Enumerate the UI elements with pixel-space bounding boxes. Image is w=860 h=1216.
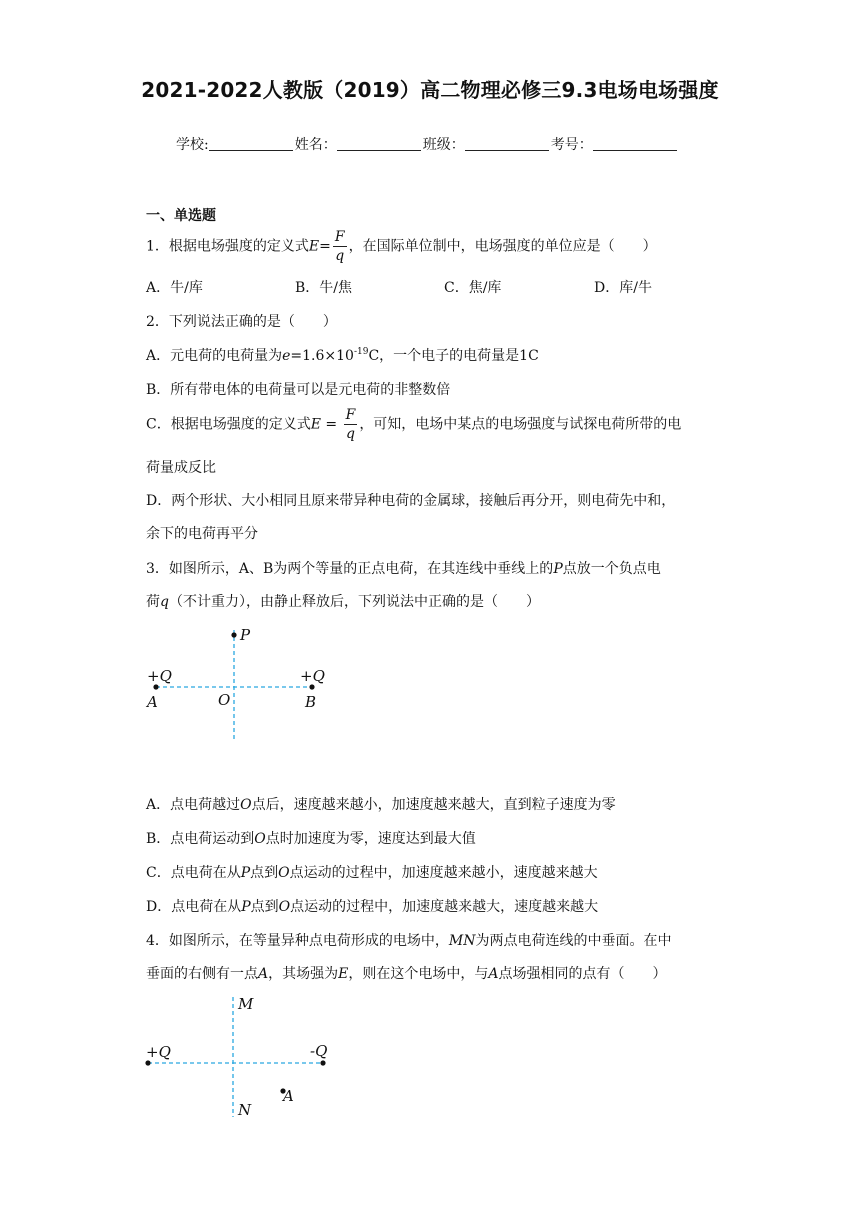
q2-c-fraction: $\frac{F}{q}$ [345,407,356,442]
q3-stem-line1: 3．如图所示，A、B为两个等量的正点电荷，在其连线中垂线上的P点放一个负点电 [146,561,661,577]
q2-option-b: B．所有带电体的电荷量可以是元电荷的非整数倍 [146,382,451,398]
q2-option-c-cont: 荷量成反比 [146,460,216,476]
q4-negative-charge [320,1060,325,1065]
q4-label-a: A [283,1087,294,1105]
q3-option-d: D．点电荷在从P点到O点运动的过程中，加速度越来越大，速度越来越大 [146,899,599,915]
school-label: 学校: [176,137,209,153]
q4-stem-line2: 垂面的右侧有一点A，其场强为E，则在这个电场中，与A点场强相同的点有（ ） [146,966,667,982]
q1-option-d: D．库/牛 [594,280,652,296]
q3-charge-b [309,684,314,689]
page-title: 2021-2022人教版（2019）高二物理必修三9.3电场电场强度 [141,78,719,102]
q3-stem-line2: 荷q（不计重力），由静止释放后，下列说法中正确的是（ ） [146,594,540,610]
class-label: 班级： [422,137,465,153]
q4-label-negative: -Q [310,1042,328,1060]
q2-stem: 2．下列说法正确的是（ ） [146,314,337,330]
q4-positive-charge [145,1060,150,1065]
q2-option-c: C．根据电场强度的定义式E = $\frac{F}{q}$ ，可知，电场中某点的电场强度与试探电荷所带的电 [146,407,682,442]
q3-option-b: B．点电荷运动到O点时加速度为零，速度达到最大值 [146,831,476,847]
q3-diagram [140,625,340,745]
exam-no-label: 考号： [550,137,593,153]
q3-label-o: O [218,691,231,709]
q1-option-a: A．牛/库 [146,280,203,296]
name-label: 姓名： [294,137,337,153]
q4-diagram [135,992,345,1122]
q4-label-positive: +Q [146,1043,171,1061]
q2-option-d: D．两个形状、大小相同且原来带异种电荷的金属球，接触后再分开，则电荷先中和， [146,493,676,509]
q3-label-b: B [305,693,317,711]
q3-charge-a [153,684,158,689]
q3-label-a: A [147,693,158,711]
exam-no-blank [593,136,677,151]
q3-label-p: P [240,626,251,644]
q3-option-c: C．点电荷在从P点到O点运动的过程中，加速度越来越小，速度越来越大 [146,865,598,881]
q1-option-c: C．焦/库 [444,280,502,296]
school-blank [209,136,293,151]
class-blank [465,136,549,151]
q4-stem-line1: 4．如图所示，在等量异种点电荷形成的电场中，MN为两点电荷连线的中垂面。在中 [146,933,672,949]
q3-point-p [231,632,236,637]
q1-option-b: B．牛/焦 [295,280,353,296]
q1-stem: 1．根据电场强度的定义式E= $\frac{F}{q}$ ，在国际单位制中，电场强度的单位应是（ ） [146,229,657,264]
q3-label-right-charge: +Q [300,667,325,685]
student-info-line [176,134,679,154]
q4-label-n: N [238,1101,252,1119]
q4-label-m: M [238,995,254,1013]
q1-fraction: $\frac{F}{q}$ [334,229,345,264]
q2-option-d-cont: 余下的电荷再平分 [146,526,258,542]
q3-label-left-charge: +Q [147,667,172,685]
q3-option-a: A．点电荷越过O点后，速度越来越小，加速度越来越大，直到粒子速度为零 [146,797,616,813]
name-blank [337,136,421,151]
q2-option-a: A．元电荷的电荷量为$e=1.6\times 10^{-19}C$，一个电子的电荷量是1C [146,347,539,364]
section-title: 一、单选题 [146,208,216,224]
